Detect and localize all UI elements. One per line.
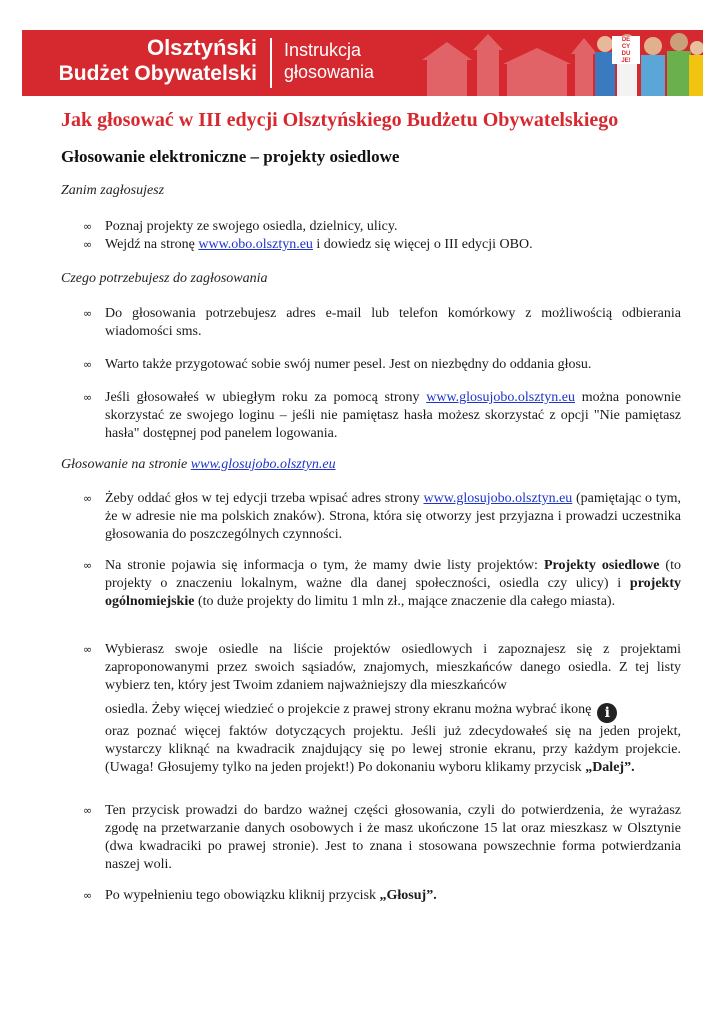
glosujobo-link[interactable]: www.glosujobo.olsztyn.eu (426, 390, 576, 405)
list-item-text (105, 236, 681, 254)
infinity-bullet-icon: ∞ (83, 804, 93, 817)
infinity-bullet-icon: ∞ (83, 220, 93, 233)
banner-subtitle (284, 39, 374, 83)
header-banner (22, 30, 703, 96)
badge-line: DE (621, 37, 631, 43)
text-segment: Wybierasz swoje osiedle na liście projektów osiedlowych i zapoznajesz się z projektami zaproponowanymi przez swoich sąsiadów, znajomych, mieszkańców danego osiedla. Z tej listy wybierz ten, który jest Twoim zdaniem najważniejszy dla mieszkańców (105, 642, 681, 693)
text-segment: (to projekty o znaczeniu lokalnym, ważne dla danej społeczności, osiedla czy ulicy) i (105, 558, 681, 591)
text-segment: Żeby oddać głos w tej edycji trzeba wpisać adres strony (105, 491, 424, 506)
list-item-text: Warto także przygotować sobie swój numer pesel. Jest on niezbędny do oddania głosu. (105, 357, 592, 372)
list-item (83, 802, 681, 874)
list-item (83, 356, 681, 374)
infinity-bullet-icon: ∞ (83, 889, 93, 902)
info-icon[interactable]: i (597, 703, 617, 723)
list-item (83, 305, 681, 341)
text-segment (105, 723, 681, 777)
badge-line: CY (621, 44, 631, 50)
banner-subtitle-line-1: Instrukcja (284, 40, 362, 60)
list-item-text (105, 389, 681, 443)
badge-line: JE! (621, 58, 631, 64)
badge-line: DU (621, 51, 631, 57)
text-segment: i dowiedz się więcej o III edycji OBO. (312, 237, 533, 252)
list-item-text (105, 641, 681, 777)
infinity-bullet-icon: ∞ (83, 643, 93, 656)
brand-line-2: Budżet Obywatelski (58, 62, 257, 85)
list-item (83, 490, 681, 544)
glosujobo-heading-link[interactable]: www.glosujobo.olsztyn.eu (190, 457, 336, 472)
bold-text: projekty ogólnomiejskie (105, 576, 681, 609)
text-segment: (to duże projekty do limitu 1 mln zł., mające znaczenie dla całego miasta). (194, 594, 616, 609)
glosujobo-link[interactable]: www.glosujobo.olsztyn.eu (423, 491, 573, 506)
text-segment: (pamiętając o tym, że w adresie nie ma polskich znaków). Strona, która się otworzy jest przyjazna i prowadzi uczestnika głosowania do poszczególnych czynności. (105, 491, 681, 542)
banner-subtitle-line-2: głosowania (284, 62, 375, 82)
list-item-text (105, 887, 681, 905)
list-item-text (105, 557, 681, 611)
list-item-text: Poznaj projekty ze swojego osiedla, dzielnicy, ulicy. (105, 219, 398, 234)
heading-what-you-need: Czego potrzebujesz do zagłosowania (61, 271, 268, 286)
infinity-bullet-icon: ∞ (83, 238, 93, 251)
text-segment: Na stronie pojawia się informacja o tym, że mamy dwie listy projektów: (105, 558, 544, 573)
section-title: Głosowanie elektroniczne – projekty osiedlowe (61, 147, 400, 166)
text-segment: osiedla. Żeby więcej wiedzieć o projekcie z prawej strony ekranu można wybrać ikonę (105, 702, 592, 717)
text-segment: Jeśli głosowałeś w ubiegłym roku za pomocą strony (105, 390, 427, 405)
infinity-bullet-icon: ∞ (83, 307, 93, 320)
bold-text: „Głosuj”. (379, 888, 437, 903)
bold-text: Projekty osiedlowe (543, 558, 660, 573)
decydujesz-badge (612, 36, 640, 64)
text-segment: oraz poznać więcej faktów dotyczących projektu. Jeśli już zdecydowałeś się na jeden projekt, wystarczy kliknąć na kwadracik znajdujący się po lewej stronie ekranu, przy każdym projekcie. (Uwaga! Głosujemy tylko na jeden projekt!) Po dokonaniu wyboru klikamy przycisk (105, 724, 681, 775)
heading-before-voting: Zanim zagłosujesz (61, 183, 165, 198)
people-illustration (593, 30, 703, 96)
infinity-bullet-icon: ∞ (83, 358, 93, 371)
infinity-bullet-icon: ∞ (83, 492, 93, 505)
list-item (83, 887, 681, 905)
text-segment (105, 701, 681, 723)
banner-divider (270, 38, 272, 88)
heading-voting-on-site (61, 457, 336, 473)
list-item (83, 218, 681, 236)
page-title: Jak głosować w III edycji Olsztyńskiego Budżetu Obywatelskiego (61, 109, 619, 131)
text-segment: Wejdź na stronę (105, 237, 199, 252)
list-item (83, 641, 681, 777)
list-item (83, 236, 681, 254)
list-item (83, 557, 681, 611)
list-item-text: Ten przycisk prowadzi do bardzo ważnej części głosowania, czyli do potwierdzenia, że wyrażasz zgodę na przetwarzanie danych osobowych i że masz ukończone 15 lat oraz mieszkasz w Olsztynie (dwa kwadraciki po prawej stronie). Jest to znana i stosowana powszechnie forma potwierdzania naszej woli. (105, 803, 681, 872)
brand-logo (37, 35, 257, 87)
obo-website-link[interactable]: www.obo.olsztyn.eu (198, 237, 313, 252)
list-item (83, 389, 681, 443)
infinity-bullet-icon: ∞ (83, 391, 93, 404)
infinity-bullet-icon: ∞ (83, 559, 93, 572)
text-segment: Po wypełnieniu tego obowiązku kliknij przycisk (105, 888, 380, 903)
heading-text: Głosowanie na stronie (61, 457, 191, 472)
brand-line-1: Olsztyński (146, 35, 257, 60)
list-item-text (105, 490, 681, 544)
bold-text: „Dalej”. (585, 760, 635, 775)
list-item-text: Do głosowania potrzebujesz adres e-mail lub telefon komórkowy z możliwością odbierania wiadomości sms. (105, 306, 681, 339)
text-segment: można ponownie skorzystać ze swojego loginu – jeśli nie pamiętasz hasła możesz skorzystać z opcji "Nie pamiętasz hasła" dostępnej pod panelem logowania. (105, 390, 681, 441)
